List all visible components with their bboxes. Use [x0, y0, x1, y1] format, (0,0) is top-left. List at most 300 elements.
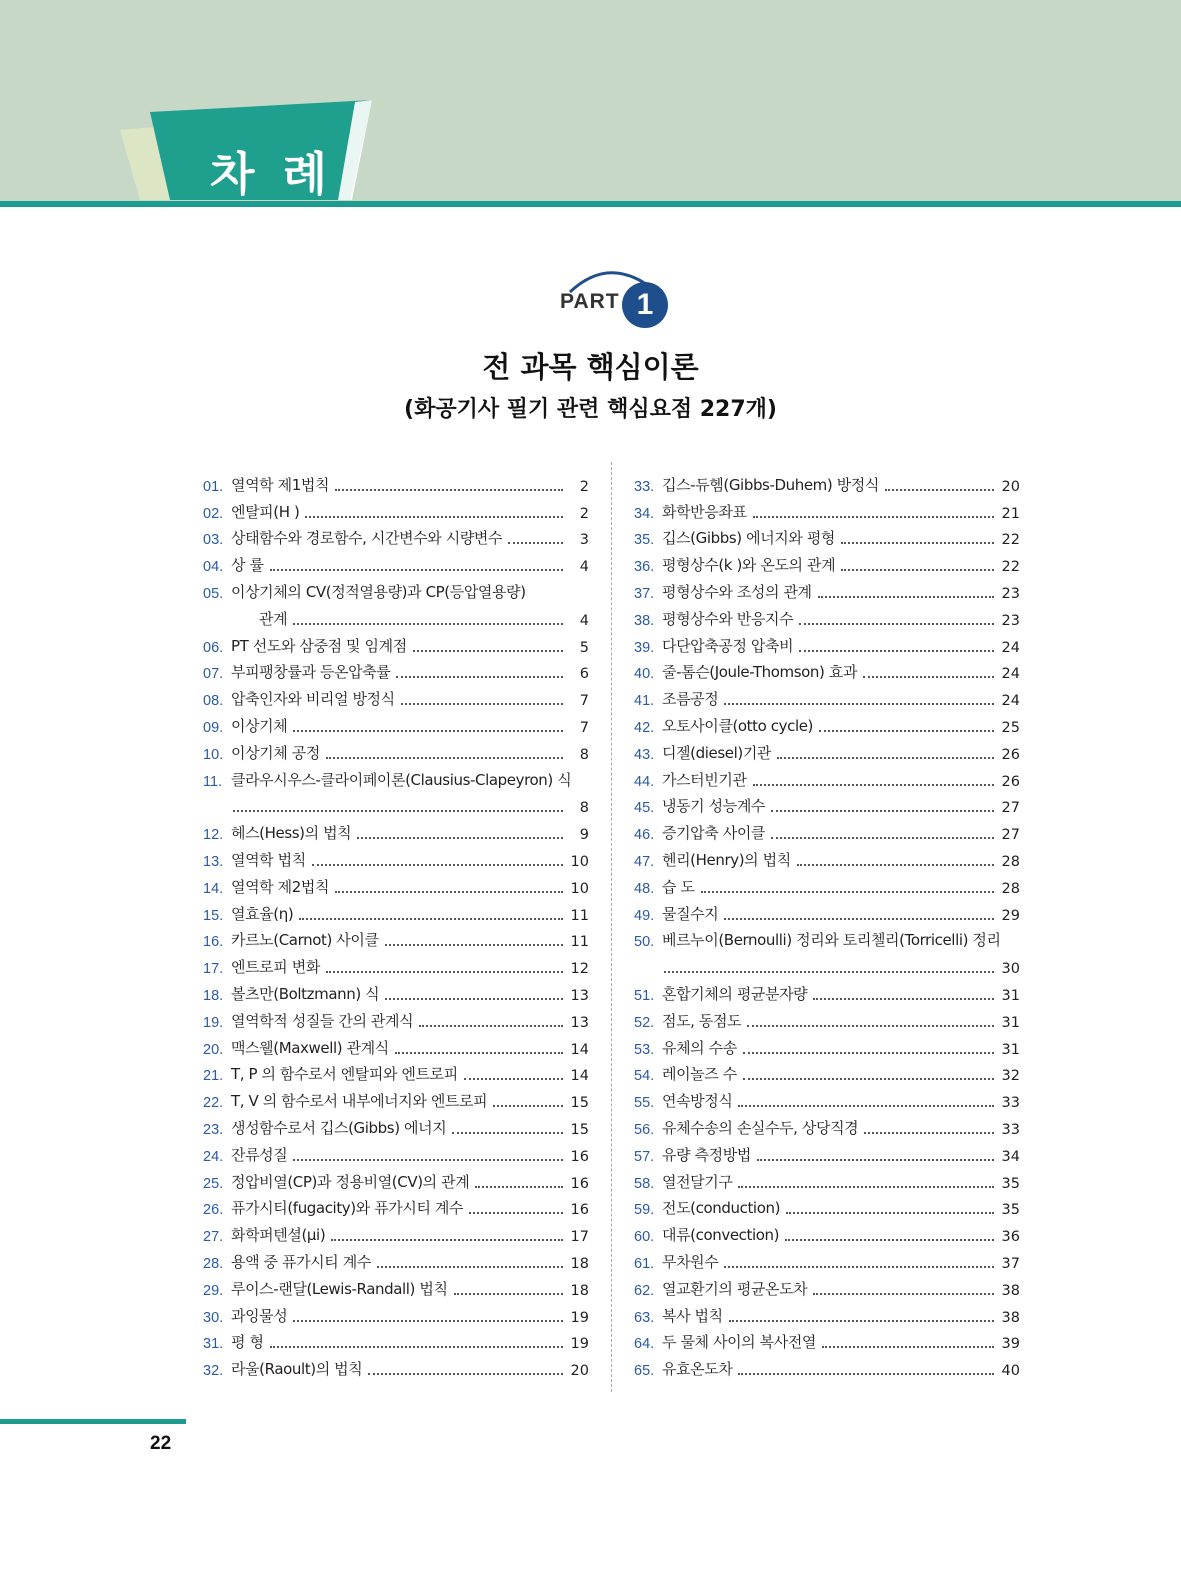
toc-leader-dots	[799, 650, 994, 652]
toc-entry-page: 11	[570, 907, 589, 924]
toc-entry-title: 다단압축공정 압축비	[662, 636, 794, 655]
toc-entry-page: 23	[1001, 612, 1020, 629]
toc-entry[interactable]	[634, 629, 1020, 656]
toc-entry-title: 화학반응좌표	[662, 502, 747, 521]
toc-leader-dots	[864, 1132, 994, 1134]
toc-entry-number: 37.	[634, 585, 655, 602]
toc-leader-dots	[326, 757, 563, 759]
toc-entry-page: 19	[570, 1336, 589, 1353]
toc-entry[interactable]	[634, 1352, 1020, 1379]
toc-entry-title: 줄-톰슨(Joule-Thomson) 효과	[662, 663, 858, 682]
toc-entry[interactable]	[634, 1111, 1020, 1138]
toc-entry[interactable]	[634, 468, 1020, 495]
part-label: PART	[560, 290, 620, 313]
toc-entry-title: 이상기체	[231, 716, 288, 735]
toc-leader-dots	[396, 676, 563, 678]
part-subtitle: (화공기사 필기 관련 핵심요점 227개)	[404, 397, 777, 422]
toc-entry-page: 26	[1001, 773, 1020, 790]
toc-entry-number: 25.	[203, 1175, 224, 1192]
toc-entry[interactable]	[634, 870, 1020, 897]
toc-entry-page: 27	[1001, 800, 1020, 817]
toc-leader-dots	[797, 864, 994, 866]
toc-entry-number: 49.	[634, 907, 655, 924]
toc-entry-title: 유체의 수송	[662, 1038, 737, 1057]
toc-entry[interactable]	[203, 1272, 589, 1299]
toc-entry-number: 64.	[634, 1336, 655, 1353]
toc-left-column	[203, 468, 589, 1379]
toc-entry-page: 21	[1001, 505, 1020, 522]
toc-entry-number: 18.	[203, 987, 224, 1004]
toc-entry-title: 맥스웰(Maxwell) 관계식	[231, 1038, 389, 1057]
toc-leader-dots	[331, 1239, 563, 1241]
toc-entry-number: 14.	[203, 880, 224, 897]
toc-leader-dots	[786, 1212, 994, 1214]
toc-entry[interactable]	[634, 1084, 1020, 1111]
toc-entry-number: 53.	[634, 1041, 655, 1058]
header-tab-graphic	[0, 0, 400, 205]
toc-entry-title: 평형상수와 조성의 관계	[662, 582, 812, 601]
toc-entry-number: 52.	[634, 1014, 655, 1031]
toc-entry-title: 관계	[259, 609, 288, 628]
toc-leader-dots	[377, 1266, 563, 1268]
toc-entry-page: 4	[579, 559, 589, 576]
toc-entry[interactable]	[634, 736, 1020, 763]
toc-entry-title: 냉동기 성능계수	[662, 797, 765, 816]
toc-entry-title: 물질수지	[662, 904, 719, 923]
toc-entry-number: 57.	[634, 1148, 655, 1165]
toc-leader-dots	[785, 1239, 994, 1241]
toc-entry-page: 17	[570, 1229, 589, 1246]
toc-entry-number: 32.	[203, 1363, 224, 1380]
toc-entry[interactable]	[634, 1326, 1020, 1353]
toc-entry-page: 2	[579, 505, 589, 522]
toc-entry-number: 02.	[203, 505, 224, 522]
toc-entry-title: 디젤(diesel)기관	[662, 743, 771, 762]
toc-entry-title: 두 물체 사이의 복사전열	[662, 1333, 817, 1352]
toc-entry[interactable]	[203, 816, 589, 843]
toc-entry[interactable]	[203, 1245, 589, 1272]
toc-entry-title: 엔탈피(H )	[231, 502, 300, 521]
toc-entry[interactable]	[203, 548, 589, 575]
toc-entry[interactable]	[203, 1004, 589, 1031]
toc-entry-title: 습 도	[662, 877, 695, 896]
toc-entry-number: 40.	[634, 666, 655, 683]
toc-entry-page: 13	[570, 987, 589, 1004]
toc-entry-title: 깁스(Gibbs) 에너지와 평형	[662, 529, 836, 548]
toc-entry[interactable]	[634, 682, 1020, 709]
toc-entry-page: 29	[1001, 907, 1020, 924]
toc-leader-dots	[753, 784, 994, 786]
toc-entry[interactable]	[634, 1299, 1020, 1326]
toc-entry[interactable]	[634, 1272, 1020, 1299]
toc-entry-title: 가스터빈기관	[662, 770, 747, 789]
toc-entry-number: 41.	[634, 693, 655, 710]
column-divider	[611, 462, 612, 1392]
toc-leader-dots	[771, 837, 994, 839]
toc-leader-dots	[326, 971, 563, 973]
toc-leader-dots	[757, 1159, 994, 1161]
toc-entry-title: 평 형	[231, 1333, 264, 1352]
toc-entry-number: 51.	[634, 987, 655, 1004]
toc-entry-page: 38	[1001, 1282, 1020, 1299]
toc-entry-page: 31	[1001, 987, 1020, 1004]
toc-entry-page: 11	[570, 934, 589, 951]
header-accent-line	[0, 201, 1181, 207]
toc-entry-title: 유체수송의 손실수두, 상당직경	[662, 1118, 859, 1137]
toc-entry[interactable]	[634, 656, 1020, 683]
toc-leader-dots	[818, 596, 994, 598]
toc-leader-dots	[771, 810, 994, 812]
toc-entry[interactable]	[634, 709, 1020, 736]
toc-leader-dots	[293, 1320, 563, 1322]
toc-entry[interactable]	[634, 1245, 1020, 1272]
toc-leader-dots	[819, 730, 994, 732]
toc-entry-title: 열역학적 성질들 간의 관계식	[231, 1011, 414, 1030]
toc-entry-title: 루이스-랜달(Lewis-Randall) 법칙	[231, 1279, 448, 1298]
toc-entry[interactable]	[203, 1218, 589, 1245]
toc-entry-page: 26	[1001, 746, 1020, 763]
toc-leader-dots	[813, 998, 994, 1000]
toc-entry[interactable]	[634, 522, 1020, 549]
toc-entry-title: 연속방정식	[662, 1092, 733, 1111]
toc-entry-page: 40	[1001, 1363, 1020, 1380]
toc-leader-dots	[753, 516, 994, 518]
toc-entry[interactable]	[203, 763, 589, 790]
toc-entry[interactable]	[203, 843, 589, 870]
toc-entry[interactable]	[203, 1165, 589, 1192]
toc-entry-title: 과잉물성	[231, 1306, 288, 1325]
toc-entry-page: 33	[1001, 1095, 1020, 1112]
toc-entry-number: 12.	[203, 827, 224, 844]
toc-leader-dots	[293, 1159, 563, 1161]
toc-leader-dots	[863, 676, 994, 678]
toc-entry-page: 24	[1001, 693, 1020, 710]
toc-entry[interactable]	[203, 629, 589, 656]
toc-entry-title: 헨리(Henry)의 법칙	[662, 850, 791, 869]
toc-entry[interactable]	[634, 1218, 1020, 1245]
toc-entry-number: 07.	[203, 666, 224, 683]
toc-entry-number: 20.	[203, 1041, 224, 1058]
toc-entry[interactable]	[203, 602, 589, 629]
toc-entry-number: 46.	[634, 827, 655, 844]
toc-entry-number: 04.	[203, 559, 224, 576]
toc-right-column	[634, 468, 1020, 1379]
toc-entry[interactable]	[634, 1192, 1020, 1219]
toc-entry-page: 15	[570, 1095, 589, 1112]
toc-entry-title: 평형상수(k )와 온도의 관계	[662, 556, 836, 575]
toc-entry-number: 24.	[203, 1148, 224, 1165]
toc-leader-dots	[777, 757, 994, 759]
toc-entry[interactable]	[203, 790, 589, 817]
toc-entry-title: 열역학 제2법칙	[231, 877, 330, 896]
toc-leader-dots	[822, 1346, 994, 1348]
toc-entry-number: 44.	[634, 773, 655, 790]
toc-entry-title: 부피팽창률과 등온압축률	[231, 663, 391, 682]
toc-entry-number: 62.	[634, 1282, 655, 1299]
footer-accent-line	[0, 1419, 186, 1424]
toc-entry-page: 31	[1001, 1041, 1020, 1058]
toc-entry-page: 35	[1001, 1202, 1020, 1219]
toc-entry-title: T, V 의 함수로서 내부에너지와 엔트로피	[231, 1092, 488, 1111]
toc-entry[interactable]	[203, 870, 589, 897]
toc-entry[interactable]	[634, 763, 1020, 790]
toc-entry-title: 평형상수와 반응지수	[662, 609, 794, 628]
toc-entry-page: 7	[579, 719, 589, 736]
toc-entry-title: 잔류성질	[231, 1145, 288, 1164]
toc-entry-title: 레이놀즈 수	[662, 1065, 737, 1084]
toc-leader-dots	[233, 810, 563, 812]
toc-leader-dots	[293, 730, 563, 732]
toc-entry-number: 33.	[634, 478, 655, 495]
part-title: 전 과목 핵심이론	[482, 350, 699, 384]
toc-leader-dots	[395, 1052, 563, 1054]
toc-entry[interactable]	[203, 897, 589, 924]
toc-entry-number: 08.	[203, 693, 224, 710]
toc-entry-title: 조름공정	[662, 690, 719, 709]
toc-entry-page: 16	[570, 1202, 589, 1219]
toc-entry[interactable]	[634, 1004, 1020, 1031]
toc-entry-title: 엔트로피 변화	[231, 958, 320, 977]
toc-entry-page: 24	[1001, 666, 1020, 683]
toc-entry-number: 55.	[634, 1095, 655, 1112]
toc-entry-page: 27	[1001, 827, 1020, 844]
toc-entry[interactable]	[203, 656, 589, 683]
toc-entry-title: 화학퍼텐셜(μi)	[231, 1226, 326, 1245]
toc-entry-title: 대류(convection)	[662, 1226, 780, 1245]
toc-entry[interactable]	[203, 522, 589, 549]
toc-entry[interactable]	[634, 897, 1020, 924]
toc-entry-title: 상 률	[231, 556, 264, 575]
toc-entry-number: 65.	[634, 1363, 655, 1380]
toc-entry-page: 19	[570, 1309, 589, 1326]
toc-entry-page: 3	[579, 532, 589, 549]
toc-entry[interactable]	[634, 575, 1020, 602]
toc-entry-number: 34.	[634, 505, 655, 522]
toc-entry[interactable]	[634, 790, 1020, 817]
toc-leader-dots	[743, 1052, 994, 1054]
toc-entry[interactable]	[203, 1084, 589, 1111]
toc-entry-title: 열전달기구	[662, 1172, 733, 1191]
toc-leader-dots	[724, 1266, 994, 1268]
toc-entry[interactable]	[634, 843, 1020, 870]
toc-entry-page: 18	[570, 1255, 589, 1272]
toc-entry-title: 유효온도차	[662, 1360, 733, 1379]
toc-entry[interactable]	[203, 1326, 589, 1353]
toc-leader-dots	[799, 623, 994, 625]
toc-leader-dots	[305, 516, 563, 518]
toc-entry[interactable]	[634, 1031, 1020, 1058]
toc-entry-title: 전도(conduction)	[662, 1199, 781, 1218]
toc-entry-title: 유량 측정방법	[662, 1145, 751, 1164]
toc-entry-title: 증기압축 사이클	[662, 824, 765, 843]
toc-entry-number: 23.	[203, 1121, 224, 1138]
toc-leader-dots	[508, 542, 563, 544]
toc-entry-number: 50.	[634, 934, 655, 951]
toc-entry[interactable]	[203, 924, 589, 951]
toc-entry-title: 클라우시우스-클라이페이론(Clausius-Clapeyron) 식	[231, 770, 572, 789]
toc-leader-dots	[885, 489, 994, 491]
toc-entry[interactable]	[634, 977, 1020, 1004]
toc-entry[interactable]	[203, 495, 589, 522]
toc-leader-dots	[419, 1025, 563, 1027]
toc-entry[interactable]	[203, 468, 589, 495]
toc-entry-number: 28.	[203, 1255, 224, 1272]
toc-leader-dots	[413, 650, 563, 652]
toc-entry-page: 16	[570, 1175, 589, 1192]
toc-entry[interactable]	[203, 1031, 589, 1058]
toc-entry[interactable]	[203, 709, 589, 736]
toc-entry-number: 45.	[634, 800, 655, 817]
toc-entry-number: 01.	[203, 478, 224, 495]
toc-entry-title: 열교환기의 평균온도차	[662, 1279, 808, 1298]
toc-leader-dots	[335, 891, 563, 893]
toc-entry[interactable]	[203, 1192, 589, 1219]
toc-entry[interactable]	[634, 495, 1020, 522]
toc-entry-number: 06.	[203, 639, 224, 656]
toc-entry[interactable]	[634, 924, 1020, 951]
toc-leader-dots	[738, 1105, 994, 1107]
toc-entry-title: 베르누이(Bernoulli) 정리와 토리첼리(Torricelli) 정리	[662, 931, 1001, 950]
toc-entry-page: 20	[1001, 478, 1020, 495]
toc-entry-title: 퓨가시티(fugacity)와 퓨가시티 계수	[231, 1199, 464, 1218]
toc-entry-page: 24	[1001, 639, 1020, 656]
toc-entry[interactable]	[634, 950, 1020, 977]
toc-entry[interactable]	[203, 977, 589, 1004]
toc-entry-number: 17.	[203, 961, 224, 978]
toc-entry[interactable]	[634, 602, 1020, 629]
toc-entry[interactable]	[634, 1138, 1020, 1165]
toc-entry-page: 23	[1001, 585, 1020, 602]
toc-entry-title: 점도, 동점도	[662, 1011, 742, 1030]
toc-entry-title: 혼합기체의 평균분자량	[662, 984, 808, 1003]
toc-entry-page: 37	[1001, 1255, 1020, 1272]
toc-entry-title: 깁스-듀헴(Gibbs-Duhem) 방정식	[662, 475, 879, 494]
toc-entry-number: 36.	[634, 559, 655, 576]
toc-leader-dots	[743, 1078, 994, 1080]
toc-entry-page: 13	[570, 1014, 589, 1031]
toc-entry-page: 31	[1001, 1014, 1020, 1031]
toc-leader-dots	[729, 1320, 994, 1322]
toc-entry[interactable]	[203, 1111, 589, 1138]
toc-entry-number: 56.	[634, 1121, 655, 1138]
toc-entry-page: 14	[570, 1068, 589, 1085]
toc-entry-number: 48.	[634, 880, 655, 897]
toc-entry-number: 26.	[203, 1202, 224, 1219]
toc-entry-number: 38.	[634, 612, 655, 629]
toc-leader-dots	[401, 703, 563, 705]
toc-leader-dots	[452, 1132, 563, 1134]
toc-entry[interactable]	[203, 575, 589, 602]
toc-entry-number: 30.	[203, 1309, 224, 1326]
toc-entry-page: 15	[570, 1121, 589, 1138]
toc-leader-dots	[385, 944, 563, 946]
toc-leader-dots	[368, 1373, 563, 1375]
toc-entry[interactable]	[203, 1299, 589, 1326]
toc-entry-page: 20	[570, 1363, 589, 1380]
toc-entry-title: 이상기체 공정	[231, 743, 320, 762]
toc-leader-dots	[747, 1025, 994, 1027]
toc-entry-title: PT 선도와 삼중점 및 임계점	[231, 636, 407, 655]
toc-entry-page: 2	[579, 478, 589, 495]
toc-entry-title: 열역학 제1법칙	[231, 475, 330, 494]
toc-entry-page: 12	[570, 961, 589, 978]
toc-entry-number: 19.	[203, 1014, 224, 1031]
toc-entry-page: 22	[1001, 559, 1020, 576]
toc-entry-page: 34	[1001, 1148, 1020, 1165]
toc-leader-dots	[813, 1293, 994, 1295]
toc-entry-number: 60.	[634, 1229, 655, 1246]
toc-entry[interactable]	[634, 548, 1020, 575]
toc-entry-title: 압축인자와 비리얼 방정식	[231, 690, 395, 709]
toc-entry-number: 43.	[634, 746, 655, 763]
toc-entry-title: 상태함수와 경로함수, 시간변수와 시량변수	[231, 529, 503, 548]
toc-leader-dots	[270, 1346, 563, 1348]
toc-entry-page: 4	[579, 612, 589, 629]
toc-entry-page: 35	[1001, 1175, 1020, 1192]
toc-leader-dots	[270, 569, 563, 571]
toc-entry-number: 39.	[634, 639, 655, 656]
toc-entry[interactable]	[634, 1165, 1020, 1192]
toc-leader-dots	[335, 489, 563, 491]
toc-entry[interactable]	[203, 1138, 589, 1165]
toc-entry-number: 22.	[203, 1095, 224, 1112]
toc-entry[interactable]	[203, 1352, 589, 1379]
toc-entry[interactable]	[634, 1058, 1020, 1085]
toc-entry-title: 정압비열(CP)과 정용비열(CV)의 관계	[231, 1172, 470, 1191]
toc-leader-dots	[493, 1105, 563, 1107]
page-title: 차 례	[210, 147, 333, 201]
toc-leader-dots	[724, 703, 994, 705]
toc-leader-dots	[357, 837, 563, 839]
toc-leader-dots	[664, 971, 994, 973]
toc-entry-title: 헤스(Hess)의 법칙	[231, 824, 352, 843]
toc-entry-number: 31.	[203, 1336, 224, 1353]
toc-entry-number: 61.	[634, 1255, 655, 1272]
toc-leader-dots	[841, 569, 994, 571]
toc-entry-title: T, P 의 함수로서 엔탈피와 엔트로피	[231, 1065, 458, 1084]
toc-entry-page: 18	[570, 1282, 589, 1299]
toc-entry-number: 21.	[203, 1068, 224, 1085]
toc-entry-number: 42.	[634, 719, 655, 736]
toc-entry[interactable]	[203, 682, 589, 709]
toc-entry-page: 28	[1001, 880, 1020, 897]
toc-leader-dots	[475, 1186, 563, 1188]
toc-entry[interactable]	[203, 950, 589, 977]
toc-entry[interactable]	[203, 1058, 589, 1085]
toc-entry[interactable]	[634, 816, 1020, 843]
toc-leader-dots	[299, 918, 563, 920]
toc-entry-number: 03.	[203, 532, 224, 549]
toc-entry-page: 38	[1001, 1309, 1020, 1326]
toc-entry-number: 09.	[203, 719, 224, 736]
toc-entry-title: 복사 법칙	[662, 1306, 723, 1325]
toc-entry-title: 카르노(Carnot) 사이클	[231, 931, 379, 950]
toc-entry-number: 13.	[203, 853, 224, 870]
toc-entry-page: 10	[570, 853, 589, 870]
toc-entry-title: 라울(Raoult)의 법칙	[231, 1360, 363, 1379]
toc-leader-dots	[701, 891, 994, 893]
toc-entry-page: 8	[579, 746, 589, 763]
toc-entry-title: 무차원수	[662, 1252, 719, 1271]
toc-entry-page: 9	[579, 827, 589, 844]
toc-entry-title: 생성함수로서 깁스(Gibbs) 에너지	[231, 1118, 447, 1137]
toc-leader-dots	[464, 1078, 563, 1080]
toc-entry-page: 25	[1001, 719, 1020, 736]
toc-entry[interactable]	[203, 736, 589, 763]
toc-entry-number: 47.	[634, 853, 655, 870]
toc-leader-dots	[738, 1373, 994, 1375]
toc-entry-page: 16	[570, 1148, 589, 1165]
